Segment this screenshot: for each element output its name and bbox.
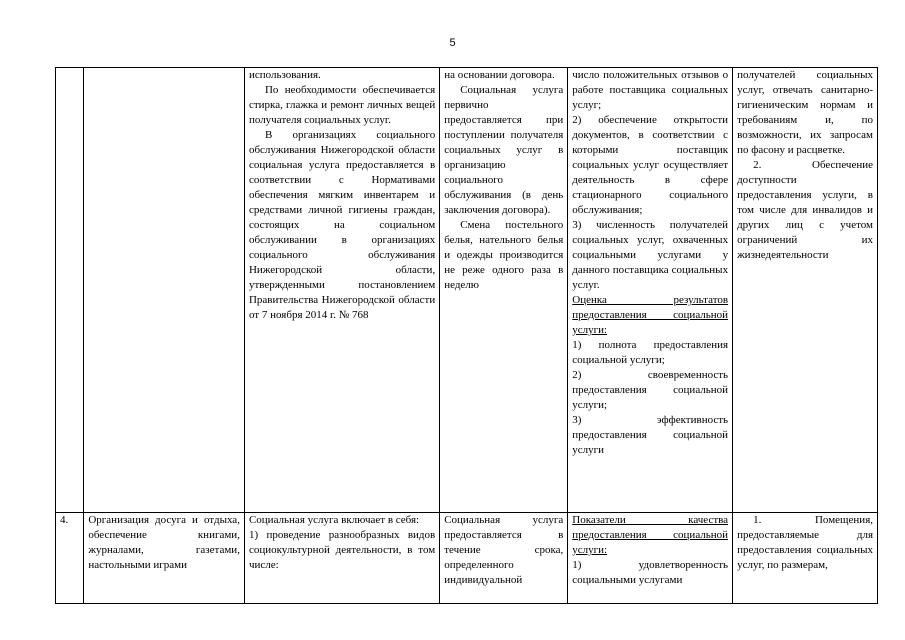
description-paragraph: 1) проведение разнообразных видов социокультурной деятельности, в том числе: xyxy=(248,529,436,571)
conditions-cell: 1. Помещения, предоставляемые для предоставления социальных услуг, по размерам, xyxy=(733,513,878,604)
description-paragraph: По необходимости обеспечивается стирка, глажка и ремонт личных вещей получателя социальных услуг. xyxy=(248,84,436,126)
quality-indicators-cell xyxy=(568,68,733,513)
service-term-cell: Социальная услуга предоставляется в течение срока, определенного индивидуальной xyxy=(440,513,568,604)
table-row xyxy=(56,68,878,513)
quality-indicators-cell xyxy=(568,513,733,604)
service-description-cell xyxy=(244,68,439,513)
conditions-cell xyxy=(733,68,878,513)
term-paragraph: Социальная услуга первично предоставляется при поступлении получателя социальных услуг в организацию социального обслуживания (в день заключения договора). xyxy=(444,84,564,216)
indicator-paragraph: 1) удовлетворенность социальными услугами xyxy=(572,559,729,586)
service-name-cell: Организация досуга и отдыха, обеспечение книгами, журналами, газетами, настольными играми xyxy=(84,513,245,604)
row-number-cell xyxy=(56,68,84,513)
service-name-cell xyxy=(84,68,245,513)
indicator-paragraph: 2) обеспечение открытости документов, в соответствии с которыми поставщик социальных услуг осуществляет деятельность в сфере стационарного социального обслуживания; xyxy=(572,114,729,216)
row-number-cell: 4. xyxy=(56,513,84,604)
description-paragraph: использования. xyxy=(248,69,321,81)
evaluation-title: Оценка результатов предоставления социальной услуги: xyxy=(572,294,729,336)
evaluation-item: 1) полнота предоставления социальной услуги; xyxy=(572,339,729,366)
services-table xyxy=(55,67,878,604)
conditions-paragraph: получателей социальных услуг, отвечать санитарно-гигиеническим нормам и требованиям и, по возможности, их запросам по фасону и расцветке. xyxy=(737,69,873,156)
service-term-cell xyxy=(440,68,568,513)
description-paragraph: Социальная услуга включает в себя: xyxy=(248,514,420,526)
evaluation-item: 2) своевременность предоставления социальной услуги; xyxy=(572,369,729,411)
indicators-title: Показатели качества предоставления социальной услуги: xyxy=(572,514,729,556)
page-number: 5 xyxy=(449,37,456,49)
description-paragraph: В организациях социального обслуживания Нижегородской области социальная услуга предоставляется в соответствии с Нормативами обеспечения мягким инвентарем и средствами личной гигиены граждан, состоящих на социальном обслуживании в организациях социального обслуживания Нижегородской области, утвержденными постановлением Правительства Нижегородской области от 7 ноября 2014 г. № 768 xyxy=(248,129,436,321)
conditions-paragraph: 2. Обеспечение доступности предоставления услуги, в том числе для инвалидов и других лиц с учетом ограничений их жизнедеятельности xyxy=(737,159,873,261)
indicator-paragraph: 3) численность получателей социальных услуг, охваченных социальными услугами у данного поставщика социальных услуг. xyxy=(572,219,729,291)
evaluation-item: 3) эффективность предоставления социальной услуги xyxy=(572,414,729,456)
term-paragraph: на основании договора. xyxy=(444,69,555,81)
table-row xyxy=(56,513,878,604)
service-description-cell xyxy=(244,513,439,604)
term-paragraph: Смена постельного белья, нательного белья и одежды производится не реже одного раза в неделю xyxy=(444,219,564,291)
indicator-paragraph: число положительных отзывов о работе поставщика социальных услуг; xyxy=(572,69,729,111)
